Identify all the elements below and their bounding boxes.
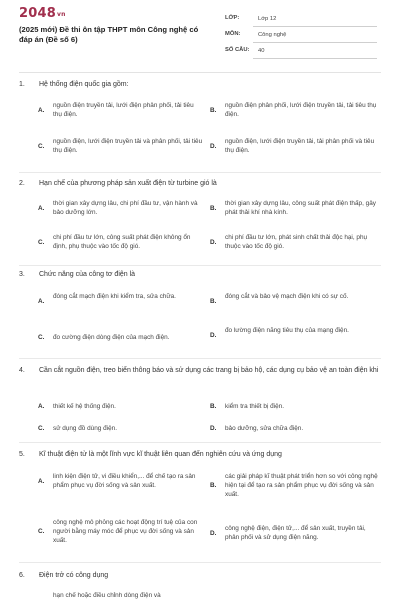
option-label: D. (210, 143, 217, 150)
meta-count-label: SỐ CÂU: (225, 47, 250, 53)
question-text: Chức năng của công tơ điện là (39, 271, 136, 278)
option-label: C. (38, 528, 45, 535)
header-divider (19, 72, 381, 73)
option-label: C. (38, 425, 45, 432)
question-text: Hệ thống điện quốc gia gồm: (39, 81, 129, 88)
option-label: C. (38, 334, 45, 341)
site-logo[interactable] (19, 6, 66, 21)
question-text: Cần cắt nguồn điện, treo biển thông báo và sử dụng các trang bị bảo hộ, các dụng cụ bảo vệ an toàn điện khi (39, 367, 379, 374)
option-text: sử dụng đồ dùng điện. (53, 425, 117, 432)
option-label: A. (38, 107, 45, 114)
question-2 (19, 179, 381, 269)
option-text: thiết kế hệ thống điện. (53, 403, 116, 410)
page-header (0, 0, 400, 62)
meta-underline (253, 26, 377, 27)
option-text: công nghệ điện, điện tử,... để sản xuất, truyền tải, phân phối và sử dụng điện năng. (225, 525, 366, 542)
logo-suffix: vn (56, 11, 66, 18)
question-stem (19, 571, 381, 581)
question-divider (19, 358, 381, 359)
option-text: nguồn điện phân phối, lưới điện truyền tải, tải tiêu thụ điện. (225, 102, 377, 119)
question-number: 2. (19, 180, 25, 187)
document-title: (2025 mới) Đề thi ôn tập THPT môn Công nghệ có đáp án (Đề số 6) (19, 25, 199, 44)
meta-underline (253, 42, 377, 43)
question-stem (19, 450, 381, 460)
option-label: B. (210, 205, 217, 212)
question-number: 6. (19, 572, 25, 579)
question-text: Hạn chế của phương pháp sản xuất điện từ turbine gió là (39, 180, 217, 187)
option-label: A. (38, 205, 45, 212)
question-text: Kĩ thuật điện tử là một lĩnh vực kĩ thuật liên quan đến nghiên cứu và ứng dụng (39, 451, 282, 458)
meta-count (225, 44, 377, 60)
option-text: nguồn điện truyền tải, lưới điện phân phối, tải tiêu thụ điện. (53, 102, 194, 119)
question-5 (19, 450, 381, 566)
question-number: 5. (19, 451, 25, 458)
option-label: A. (38, 298, 45, 305)
option-text: nguồn điện, lưới điện truyền tải, tải phân phối và tiêu thụ điện. (225, 138, 375, 155)
option-label: B. (210, 107, 217, 114)
question-number: 1. (19, 81, 25, 88)
option-label: C. (38, 143, 45, 150)
option-text: thời gian xây dựng lâu, chi phí đầu tư, vận hành và bảo dưỡng lớn. (53, 200, 198, 217)
option-text: linh kiện điện tử, vi điều khiển,... để chế tạo ra sản phẩm phục vụ đời sống và sản xuất. (53, 473, 196, 490)
logo-text: 2048 (19, 6, 56, 21)
option-text: hạn chế hoặc điều chỉnh dòng điện và (53, 592, 161, 599)
question-4 (19, 366, 381, 442)
option-label: C. (38, 239, 45, 246)
option-text: đo cường điện dòng điện của mạch điện. (53, 334, 170, 341)
option-label: A. (38, 403, 45, 410)
question-number: 3. (19, 271, 25, 278)
option-text: chi phí đầu tư lớn, công suất phát điện không ổn định, phụ thuộc vào tốc độ gió. (53, 234, 191, 251)
meta-subject-value: Công nghệ (258, 31, 287, 38)
meta-underline (253, 58, 377, 59)
option-text: đóng cắt và bảo vệ mạch điện khi có sự cố. (225, 293, 349, 300)
option-label: B. (210, 403, 217, 410)
option-text: kiểm tra thiết bị điện. (225, 403, 284, 410)
option-text: bảo dưỡng, sửa chữa điện. (225, 425, 304, 432)
question-1 (19, 80, 381, 176)
option-text: đóng cắt mạch điện khi kiểm tra, sửa chữa. (53, 293, 176, 300)
question-stem (19, 80, 381, 90)
question-3 (19, 270, 381, 360)
question-stem (19, 366, 381, 376)
meta-class (225, 12, 377, 28)
option-text: thời gian xây dựng lâu, công suất phát điện thấp, gây phát thải khí nhà kính. (225, 200, 376, 217)
meta-class-label: LỚP: (225, 15, 240, 21)
question-stem (19, 270, 381, 280)
meta-count-value: 40 (258, 47, 265, 54)
option-label: B. (210, 298, 217, 305)
meta-class-value: Lớp 12 (258, 15, 277, 22)
question-divider (19, 172, 381, 173)
question-number: 4. (19, 367, 25, 374)
option-label: D. (210, 239, 217, 246)
document-meta (225, 12, 377, 60)
question-6 (19, 571, 381, 600)
option-label: D. (210, 425, 217, 432)
option-text: đo lường điện năng tiêu thụ của mạng điện. (225, 327, 349, 334)
option-label: D. (210, 332, 217, 339)
option-text: các giải pháp kĩ thuật phát triển hơn so với công nghệ hiện tại để tạo ra sản phẩm phục vụ đời sống và sản xuất. (225, 473, 378, 499)
question-stem (19, 179, 381, 189)
meta-subject (225, 28, 377, 44)
question-divider (19, 562, 381, 563)
question-divider (19, 265, 381, 266)
option-text: chi phí đầu tư lớn, phát sinh chất thải độc hại, phụ thuộc vào tốc độ gió. (225, 234, 368, 251)
meta-subject-label: MÔN: (225, 31, 241, 37)
option-label: A. (38, 478, 45, 485)
option-label: D. (210, 530, 217, 537)
option-text: nguồn điện, lưới điện truyền tải và phân phối, tải tiêu thụ điện. (53, 138, 203, 155)
option-label: B. (210, 482, 217, 489)
question-divider (19, 442, 381, 443)
question-text: Điện trở có công dụng (39, 572, 109, 579)
option-text: công nghệ mô phỏng các hoạt động trí tuệ của con người bằng máy móc để phục vụ đời sống và sản xuất. (53, 519, 198, 545)
